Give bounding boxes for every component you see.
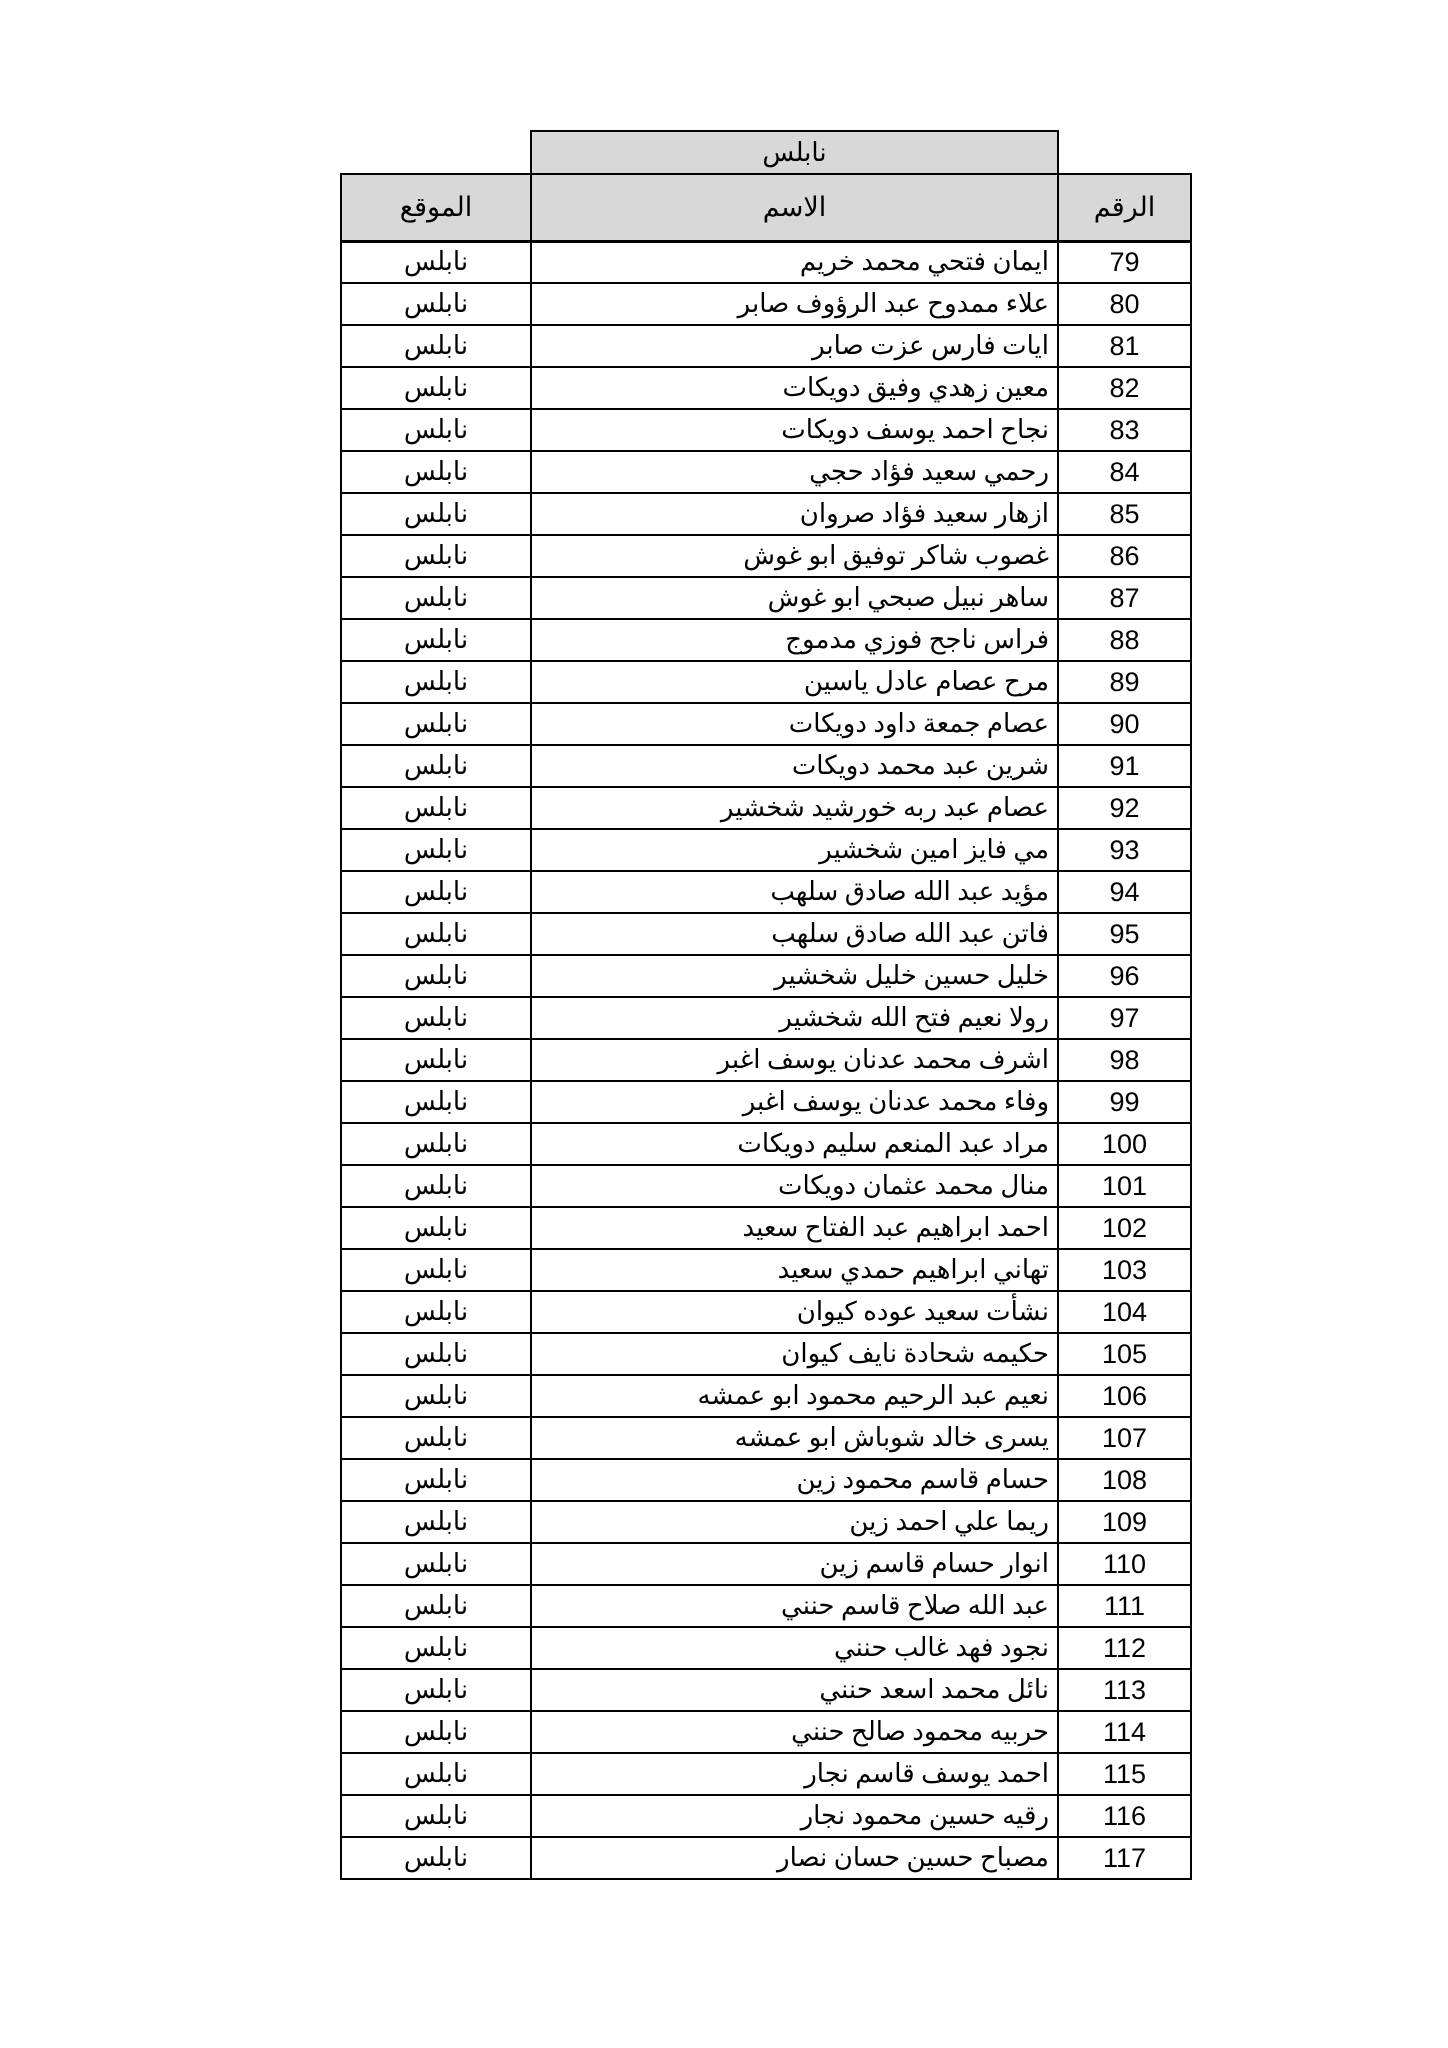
location-cell: نابلس	[341, 1417, 531, 1459]
location-cell: نابلس	[341, 997, 531, 1039]
name-cell: نشأت سعيد عوده كيوان	[531, 1291, 1058, 1333]
name-cell: غصوب شاكر توفيق ابو غوش	[531, 535, 1058, 577]
table-row	[341, 1753, 1191, 1795]
name-cell: عصام عبد ربه خورشيد شخشير	[531, 787, 1058, 829]
number-cell: 107	[1058, 1417, 1191, 1459]
location-cell: نابلس	[341, 1333, 531, 1375]
location-cell: نابلس	[341, 703, 531, 745]
region-header-row	[341, 131, 1191, 174]
number-cell: 94	[1058, 871, 1191, 913]
number-cell: 91	[1058, 745, 1191, 787]
table-row	[341, 1501, 1191, 1543]
name-cell: مرح عصام عادل ياسين	[531, 661, 1058, 703]
location-cell: نابلس	[341, 535, 531, 577]
name-cell: فاتن عبد الله صادق سلهب	[531, 913, 1058, 955]
name-cell: احمد ابراهيم عبد الفتاح سعيد	[531, 1207, 1058, 1249]
spacer-cell-left	[341, 131, 531, 174]
table-body	[341, 241, 1191, 1879]
table-row	[341, 1207, 1191, 1249]
location-cell: نابلس	[341, 871, 531, 913]
location-cell: نابلس	[341, 1039, 531, 1081]
name-cell: اشرف محمد عدنان يوسف اغبر	[531, 1039, 1058, 1081]
location-cell: نابلس	[341, 283, 531, 325]
number-cell: 102	[1058, 1207, 1191, 1249]
name-cell: مي فايز امين شخشير	[531, 829, 1058, 871]
column-header-location: الموقع	[341, 174, 531, 241]
location-cell: نابلس	[341, 577, 531, 619]
table-row	[341, 577, 1191, 619]
number-cell: 85	[1058, 493, 1191, 535]
name-cell: حسام قاسم محمود زين	[531, 1459, 1058, 1501]
table-row	[341, 367, 1191, 409]
name-cell: تهاني ابراهيم حمدي سعيد	[531, 1249, 1058, 1291]
number-cell: 88	[1058, 619, 1191, 661]
table-row	[341, 829, 1191, 871]
table-row	[341, 661, 1191, 703]
location-cell: نابلس	[341, 913, 531, 955]
table-row	[341, 409, 1191, 451]
location-cell: نابلس	[341, 1795, 531, 1837]
table-row	[341, 1417, 1191, 1459]
name-cell: منال محمد عثمان دويكات	[531, 1165, 1058, 1207]
location-cell: نابلس	[341, 367, 531, 409]
table-row	[341, 1627, 1191, 1669]
number-cell: 92	[1058, 787, 1191, 829]
number-cell: 106	[1058, 1375, 1191, 1417]
name-cell: فراس ناجح فوزي مدموج	[531, 619, 1058, 661]
name-cell: حربيه محمود صالح حنني	[531, 1711, 1058, 1753]
table-row	[341, 1249, 1191, 1291]
number-cell: 108	[1058, 1459, 1191, 1501]
table-row	[341, 1375, 1191, 1417]
location-cell: نابلس	[341, 1627, 531, 1669]
location-cell: نابلس	[341, 241, 531, 283]
number-cell: 87	[1058, 577, 1191, 619]
name-cell: رحمي سعيد فؤاد حجي	[531, 451, 1058, 493]
location-cell: نابلس	[341, 1123, 531, 1165]
location-cell: نابلس	[341, 1291, 531, 1333]
table-row	[341, 493, 1191, 535]
number-cell: 111	[1058, 1585, 1191, 1627]
location-cell: نابلس	[341, 787, 531, 829]
location-cell: نابلس	[341, 1207, 531, 1249]
location-cell: نابلس	[341, 1753, 531, 1795]
location-cell: نابلس	[341, 493, 531, 535]
number-cell: 80	[1058, 283, 1191, 325]
table-row	[341, 745, 1191, 787]
name-cell: يسرى خالد شوباش ابو عمشه	[531, 1417, 1058, 1459]
number-cell: 97	[1058, 997, 1191, 1039]
table-row	[341, 913, 1191, 955]
name-cell: نجود فهد غالب حنني	[531, 1627, 1058, 1669]
location-cell: نابلس	[341, 1459, 531, 1501]
number-cell: 116	[1058, 1795, 1191, 1837]
name-cell: رولا نعيم فتح الله شخشير	[531, 997, 1058, 1039]
table-row	[341, 787, 1191, 829]
number-cell: 90	[1058, 703, 1191, 745]
name-cell: عبد الله صلاح قاسم حنني	[531, 1585, 1058, 1627]
number-cell: 86	[1058, 535, 1191, 577]
number-cell: 115	[1058, 1753, 1191, 1795]
location-cell: نابلس	[341, 955, 531, 997]
table-row	[341, 451, 1191, 493]
name-cell: شرين عبد محمد دويكات	[531, 745, 1058, 787]
number-cell: 110	[1058, 1543, 1191, 1585]
table-row	[341, 703, 1191, 745]
spacer-cell-right	[1058, 131, 1191, 174]
table-row	[341, 1669, 1191, 1711]
table-row	[341, 1837, 1191, 1879]
location-cell: نابلس	[341, 1081, 531, 1123]
name-cell: نائل محمد اسعد حنني	[531, 1669, 1058, 1711]
number-cell: 81	[1058, 325, 1191, 367]
location-cell: نابلس	[341, 1249, 531, 1291]
name-cell: مراد عبد المنعم سليم دويكات	[531, 1123, 1058, 1165]
name-cell: ايمان فتحي محمد خريم	[531, 241, 1058, 283]
table-row	[341, 283, 1191, 325]
location-cell: نابلس	[341, 325, 531, 367]
name-cell: مؤيد عبد الله صادق سلهب	[531, 871, 1058, 913]
table-row	[341, 619, 1191, 661]
number-cell: 112	[1058, 1627, 1191, 1669]
table-row	[341, 1081, 1191, 1123]
table-row	[341, 1333, 1191, 1375]
name-cell: علاء ممدوح عبد الرؤوف صابر	[531, 283, 1058, 325]
location-cell: نابلس	[341, 1501, 531, 1543]
number-cell: 100	[1058, 1123, 1191, 1165]
table-row	[341, 1585, 1191, 1627]
name-cell: مصباح حسين حسان نصار	[531, 1837, 1058, 1879]
location-cell: نابلس	[341, 1375, 531, 1417]
number-cell: 79	[1058, 241, 1191, 283]
number-cell: 83	[1058, 409, 1191, 451]
name-cell: رقيه حسين محمود نجار	[531, 1795, 1058, 1837]
table-row	[341, 241, 1191, 283]
location-cell: نابلس	[341, 451, 531, 493]
location-cell: نابلس	[341, 1669, 531, 1711]
number-cell: 103	[1058, 1249, 1191, 1291]
column-header-row	[341, 174, 1191, 241]
location-cell: نابلس	[341, 1837, 531, 1879]
name-cell: عصام جمعة داود دويكات	[531, 703, 1058, 745]
location-cell: نابلس	[341, 745, 531, 787]
number-cell: 93	[1058, 829, 1191, 871]
table-row	[341, 1123, 1191, 1165]
region-header-cell: نابلس	[531, 131, 1058, 174]
name-cell: خليل حسين خليل شخشير	[531, 955, 1058, 997]
name-cell: ريما علي احمد زين	[531, 1501, 1058, 1543]
table-row	[341, 1543, 1191, 1585]
name-cell: ايات فارس عزت صابر	[531, 325, 1058, 367]
table-row	[341, 1039, 1191, 1081]
table-row	[341, 1459, 1191, 1501]
number-cell: 117	[1058, 1837, 1191, 1879]
name-cell: ازهار سعيد فؤاد صروان	[531, 493, 1058, 535]
number-cell: 89	[1058, 661, 1191, 703]
table-row	[341, 1795, 1191, 1837]
table-row	[341, 997, 1191, 1039]
table-row	[341, 955, 1191, 997]
name-cell: نجاح احمد يوسف دويكات	[531, 409, 1058, 451]
name-cell: حكيمه شحادة نايف كيوان	[531, 1333, 1058, 1375]
roster-table	[340, 130, 1192, 1880]
name-cell: معين زهدي وفيق دويكات	[531, 367, 1058, 409]
number-cell: 114	[1058, 1711, 1191, 1753]
table-row	[341, 1711, 1191, 1753]
location-cell: نابلس	[341, 1165, 531, 1207]
column-header-name: الاسم	[531, 174, 1058, 241]
location-cell: نابلس	[341, 1585, 531, 1627]
name-cell: انوار حسام قاسم زين	[531, 1543, 1058, 1585]
name-cell: احمد يوسف قاسم نجار	[531, 1753, 1058, 1795]
column-header-number: الرقم	[1058, 174, 1191, 241]
number-cell: 104	[1058, 1291, 1191, 1333]
table-row	[341, 535, 1191, 577]
number-cell: 96	[1058, 955, 1191, 997]
number-cell: 82	[1058, 367, 1191, 409]
table-row	[341, 1291, 1191, 1333]
number-cell: 113	[1058, 1669, 1191, 1711]
name-cell: ساهر نبيل صبحي ابو غوش	[531, 577, 1058, 619]
number-cell: 98	[1058, 1039, 1191, 1081]
location-cell: نابلس	[341, 661, 531, 703]
location-cell: نابلس	[341, 1711, 531, 1753]
number-cell: 95	[1058, 913, 1191, 955]
location-cell: نابلس	[341, 1543, 531, 1585]
number-cell: 84	[1058, 451, 1191, 493]
location-cell: نابلس	[341, 409, 531, 451]
table-row	[341, 1165, 1191, 1207]
table-row	[341, 871, 1191, 913]
name-cell: وفاء محمد عدنان يوسف اغبر	[531, 1081, 1058, 1123]
location-cell: نابلس	[341, 619, 531, 661]
name-cell: نعيم عبد الرحيم محمود ابو عمشه	[531, 1375, 1058, 1417]
number-cell: 109	[1058, 1501, 1191, 1543]
number-cell: 99	[1058, 1081, 1191, 1123]
table-row	[341, 325, 1191, 367]
number-cell: 105	[1058, 1333, 1191, 1375]
number-cell: 101	[1058, 1165, 1191, 1207]
location-cell: نابلس	[341, 829, 531, 871]
